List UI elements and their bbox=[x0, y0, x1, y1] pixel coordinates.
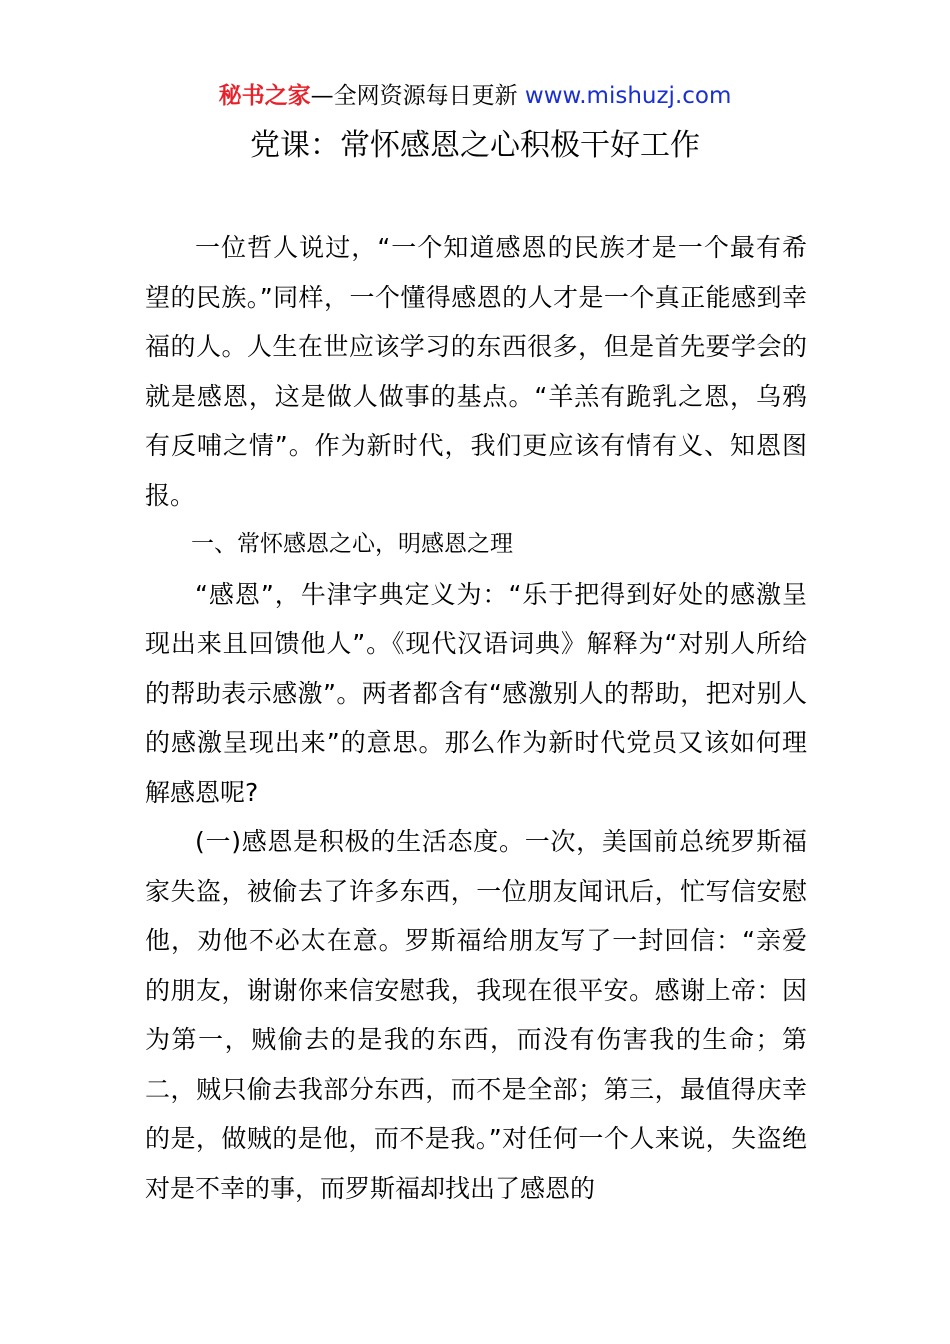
paragraph-intro: 一位哲人说过，“一个知道感恩的民族才是一个最有希望的民族。”同样，一个懂得感恩的人才是一个真正能感到幸福的人。人生在世应该学习的东西很多，但是首先要学会的就是感恩，这是做人做事的基点。“羊羔有跪乳之恩，乌鸦有反哺之情”。作为新时代，我们更应该有情有义、知恩图报。 bbox=[145, 233, 807, 510]
document-title: 党课：常怀感恩之心积极干好工作 bbox=[250, 128, 700, 163]
paragraph-story: (一)感恩是积极的生活态度。一次，美国前总统罗斯福家失盗，被偷去了许多东西，一位朋友闻讯后，忙写信安慰他，劝他不必太在意。罗斯福给朋友写了一封回信：“亲爱的朋友，谢谢你来信安慰我，我现在很平安。感谢上帝：因为第一，贼偷去的是我的东西，而没有伤害我的生命；第二，贼只偷去我部分东西，而不是全部；第三，最值得庆幸的是，做贼的是他，而不是我。”对任何一个人来说，失盗绝对是不幸的事，而罗斯福却找出了感恩的 bbox=[145, 827, 807, 1203]
site-header bbox=[0, 80, 950, 112]
document-body bbox=[145, 223, 807, 1213]
site-url-link[interactable]: www.mishuzj.com bbox=[524, 83, 732, 109]
section-heading: 一、常怀感恩之心，明感恩之理 bbox=[191, 531, 513, 557]
paragraph-definition: “感恩”，牛津字典定义为：“乐于把得到好处的感激呈现出来且回馈他人”。《现代汉语词典》解释为“对别人所给的帮助表示感激”。两者都含有“感激别人的帮助，把对别人的感激呈现出来”的意思。那么作为新时代党员又该如何理解感恩呢? bbox=[145, 579, 807, 807]
brand-name: 秘书之家 bbox=[218, 83, 311, 109]
header-tagline: —全网资源每日更新 bbox=[310, 83, 525, 109]
